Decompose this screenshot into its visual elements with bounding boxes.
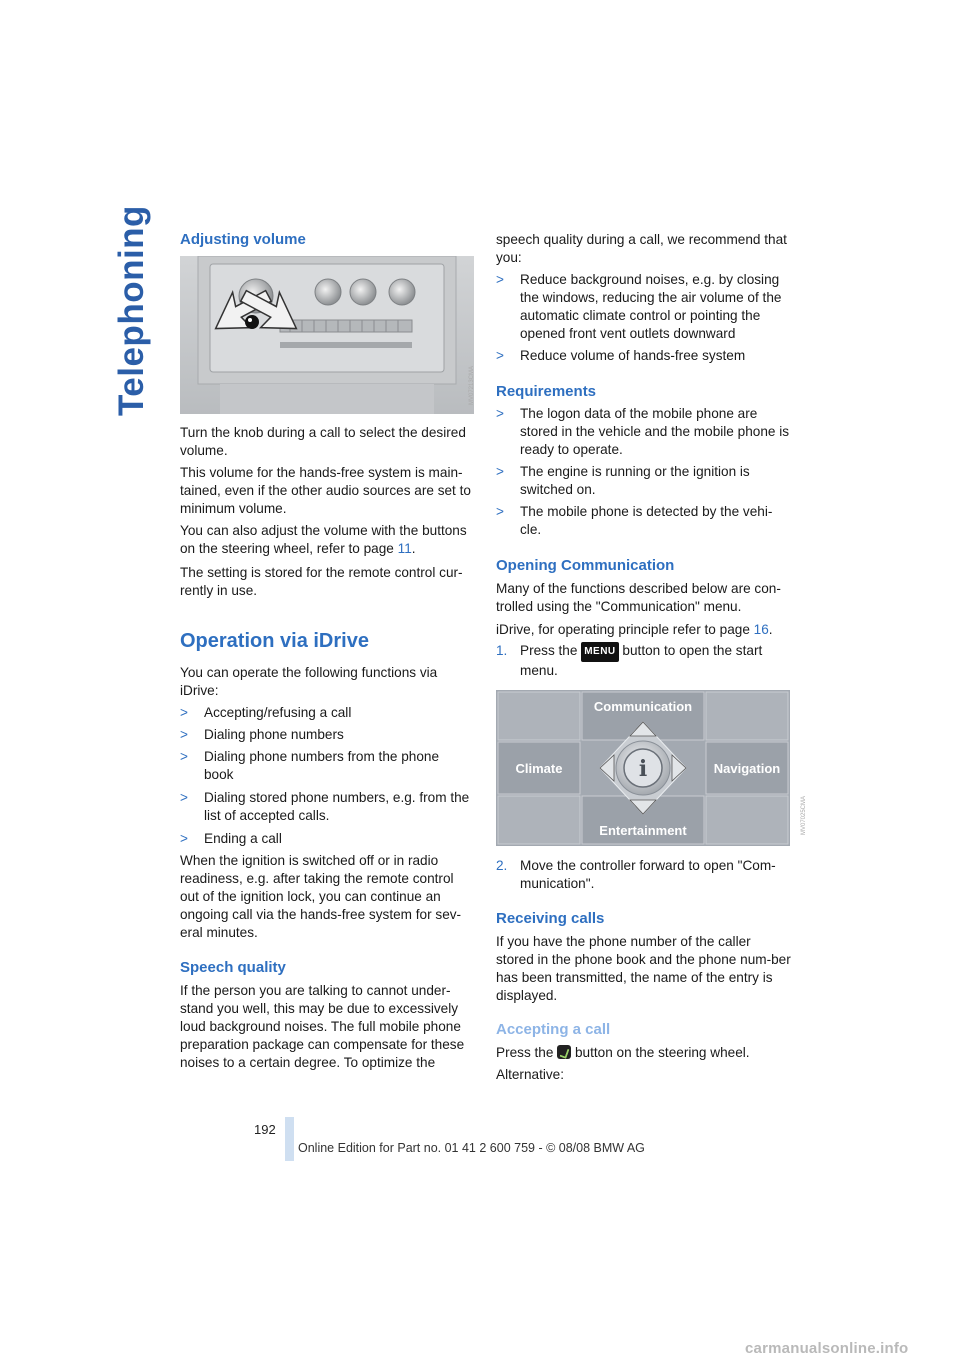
heading-operation-via-idrive: Operation via iDrive bbox=[180, 630, 369, 652]
volume-paragraph-1: Turn the knob during a call to select the desired volume. bbox=[180, 425, 466, 458]
menu-item-communication: Communication bbox=[593, 699, 693, 714]
list-item: > Ending a call bbox=[180, 831, 282, 846]
heading-requirements: Requirements bbox=[496, 383, 597, 400]
footer-edition-text: Online Edition for Part no. 01 41 2 600 759 - © 08/08 BMW AG bbox=[298, 1141, 645, 1155]
alternative-label: Alternative: bbox=[496, 1067, 565, 1082]
list-item: > Dialing phone numbers bbox=[180, 727, 344, 742]
chapter-side-title bbox=[112, 205, 156, 420]
list-item: > The engine is running or the ignition is switched on. bbox=[496, 464, 750, 497]
menu-item-climate: Climate bbox=[515, 761, 563, 776]
step-1: 1. Press the MENU button to open the start menu. bbox=[496, 643, 763, 678]
list-item: > Dialing phone numbers from the phone book bbox=[180, 749, 440, 782]
list-item: > Reduce volume of hands-free system bbox=[496, 348, 746, 363]
menu-item-entertainment: Entertainment bbox=[599, 823, 687, 838]
heading-speech-quality: Speech quality bbox=[180, 959, 286, 976]
phone-button-icon bbox=[557, 1045, 571, 1059]
speech-paragraph: If the person you are talking to cannot under-stand you well, this may be due to excessively loud background noises. The full mobile phone preparation package can compensate for these noises to a certain degree. To optimize the bbox=[180, 983, 465, 1070]
menu-button-icon: MENU bbox=[581, 642, 618, 662]
list-item: > The logon data of the mobile phone are stored in the vehicle and the mobile phone is ready to operate. bbox=[496, 406, 790, 457]
speech-continued: speech quality during a call, we recommend that you: bbox=[496, 232, 787, 265]
radio-image-code: MV07213CMA bbox=[469, 365, 475, 405]
chapter-title-text: Telephoning bbox=[112, 205, 151, 416]
list-item: > Reduce background noises, e.g. by closing the windows, reducing the air volume of the automatic climate control or pointing the opened front vent outlets downward bbox=[496, 272, 782, 341]
list-item: > Dialing stored phone numbers, e.g. from the list of accepted calls. bbox=[180, 790, 470, 823]
list-item: > Accepting/refusing a call bbox=[180, 705, 352, 720]
heading-accepting-a-call: Accepting a call bbox=[496, 1021, 611, 1038]
menu-item-navigation: Navigation bbox=[713, 761, 781, 776]
menu-image-code: MV07025CMA bbox=[801, 795, 807, 835]
heading-receiving-calls: Receiving calls bbox=[496, 910, 605, 927]
accepting-paragraph: Press the button on the steering wheel. bbox=[496, 1045, 750, 1060]
footer-accent-bar bbox=[285, 1117, 294, 1161]
idrive-center-label: i bbox=[638, 756, 648, 782]
page-link-11[interactable]: 11 bbox=[397, 541, 412, 556]
volume-paragraph-3: You can also adjust the volume with the buttons on the steering wheel, refer to page 11. bbox=[180, 523, 467, 556]
opening-paragraph-2: iDrive, for operating principle refer to page 16. bbox=[496, 622, 773, 637]
heading-adjusting-volume: Adjusting volume bbox=[180, 231, 306, 248]
heading-opening-communication: Opening Communication bbox=[496, 557, 675, 574]
step-2: 2. Move the controller forward to open "Com-munication". bbox=[496, 858, 776, 891]
list-item: > The mobile phone is detected by the vehi-cle. bbox=[496, 504, 773, 537]
volume-paragraph-2: This volume for the hands-free system is main-tained, even if the other audio sources are set to minimum volume. bbox=[180, 465, 471, 516]
watermark: carmanualsonline.info bbox=[745, 1340, 909, 1357]
volume-paragraph-4: The setting is stored for the remote control cur-rently in use. bbox=[180, 565, 463, 598]
page-link-16[interactable]: 16 bbox=[753, 622, 769, 637]
opening-paragraph-1: Many of the functions described below are con-trolled using the "Communication" menu. bbox=[496, 581, 781, 614]
page-number: 192 bbox=[254, 1122, 276, 1137]
receiving-paragraph: If you have the phone number of the caller stored in the phone book and the phone num-ber has been transmitted, the name of the entry is displayed. bbox=[496, 934, 791, 1003]
idrive-intro: You can operate the following functions via iDrive: bbox=[180, 665, 438, 698]
radio-volume-knob-image bbox=[180, 256, 474, 414]
idrive-start-menu-image bbox=[496, 690, 790, 846]
idrive-outro: When the ignition is switched off or in radio readiness, e.g. after taking the remote control out of the ignition lock, you can continue an ongoing call via the hands-free system for sev-eral minutes. bbox=[180, 853, 462, 940]
